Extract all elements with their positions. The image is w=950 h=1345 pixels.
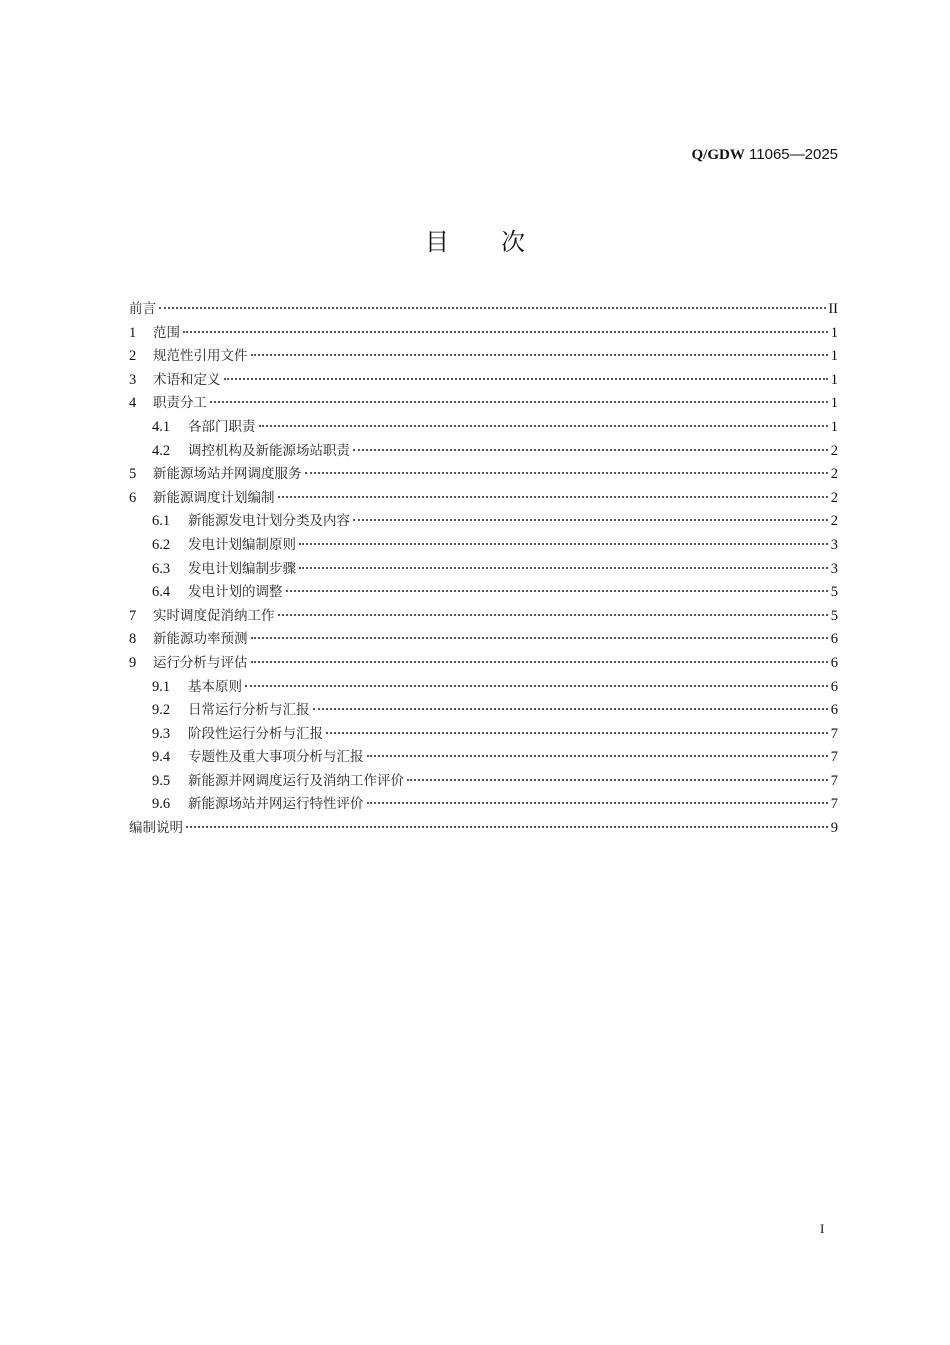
toc-entry-number: 1 <box>129 324 137 341</box>
toc-entry-number: 9.4 <box>152 749 171 766</box>
dot-leader <box>251 637 829 639</box>
toc-entry-label: 编制说明 <box>129 820 183 837</box>
toc-entry-number: 9.3 <box>152 725 171 742</box>
toc-entry-label: 日常运行分析与汇报 <box>188 702 310 719</box>
toc-entry[interactable] <box>129 487 838 511</box>
dot-leader <box>259 425 829 427</box>
dot-leader <box>353 449 828 451</box>
toc-entry-number: 5 <box>129 466 137 483</box>
toc-entry-page: 5 <box>830 607 838 624</box>
toc-entry[interactable] <box>129 652 838 676</box>
toc-entry-page: 6 <box>830 678 838 695</box>
toc-entry-label: 新能源发电计划分类及内容 <box>188 513 350 530</box>
toc-entry-page: 6 <box>830 654 838 671</box>
toc-entry-page: 7 <box>830 749 838 766</box>
dot-leader <box>299 567 828 569</box>
dot-leader <box>224 378 829 380</box>
toc-entry[interactable] <box>129 581 838 605</box>
toc-entry-page: 2 <box>830 466 838 483</box>
toc-entry-label: 职责分工 <box>153 395 207 412</box>
standard-prefix: Q/GDW <box>691 147 745 163</box>
dot-leader <box>251 661 829 663</box>
toc-entry-page: 1 <box>830 348 838 365</box>
toc-entry[interactable] <box>129 770 838 794</box>
toc-entry-number: 6 <box>129 489 137 506</box>
title-char-1: 目 <box>425 228 449 256</box>
dot-leader <box>305 472 829 474</box>
toc-entry[interactable] <box>129 676 838 700</box>
toc-entry-page: 7 <box>830 796 838 813</box>
toc-entry-label: 专题性及重大事项分析与汇报 <box>188 749 364 766</box>
toc-entry[interactable] <box>129 416 838 440</box>
toc-entry-number: 3 <box>129 371 137 388</box>
dot-leader <box>278 614 829 616</box>
toc-entry[interactable] <box>129 463 838 487</box>
toc-entry-page: 6 <box>830 631 838 648</box>
toc-entry-label: 前言 <box>129 301 156 317</box>
toc-entry-label: 各部门职责 <box>188 418 256 435</box>
toc-entry-number: 9 <box>129 654 137 671</box>
toc-entry-number: 9.5 <box>152 772 171 789</box>
page-number: I <box>820 1221 825 1236</box>
toc-entry-label: 实时调度促消纳工作 <box>153 607 275 624</box>
dot-leader <box>326 732 828 734</box>
toc-entry[interactable] <box>129 440 838 464</box>
toc-entry-number: 4.2 <box>152 442 171 459</box>
toc-entry-number: 6.3 <box>152 560 171 577</box>
toc-entry-label: 调控机构及新能源场站职责 <box>188 442 350 459</box>
toc-entry-number: 7 <box>129 607 137 624</box>
toc-entry-page: 7 <box>830 772 838 789</box>
standard-code <box>692 146 838 164</box>
toc-entry[interactable] <box>129 298 838 322</box>
toc-entry-page: 1 <box>830 324 838 341</box>
toc-entry-page: 9 <box>830 820 838 837</box>
toc-entry-number: 9.6 <box>152 796 171 813</box>
dot-leader <box>353 519 828 521</box>
toc-entry-number: 9.2 <box>152 702 171 719</box>
toc-entry[interactable] <box>129 746 838 770</box>
toc-entry[interactable] <box>129 628 838 652</box>
toc-entry-label: 运行分析与评估 <box>153 654 248 671</box>
standard-number: 11065—2025 <box>749 146 838 163</box>
toc-entry-label: 范围 <box>153 324 180 341</box>
dot-leader <box>159 307 826 309</box>
toc-entry-label: 新能源场站并网运行特性评价 <box>188 796 364 813</box>
toc-entry-page: 3 <box>830 536 838 553</box>
toc-entry-label: 新能源并网调度运行及消纳工作评价 <box>188 772 404 789</box>
toc-entry-page: 5 <box>830 584 838 601</box>
page-title <box>0 222 950 257</box>
toc-entry-page: 6 <box>830 702 838 719</box>
toc-entry[interactable] <box>129 817 838 841</box>
toc-entry-number: 9.1 <box>152 678 171 695</box>
toc-entry[interactable] <box>129 793 838 817</box>
toc-entry[interactable] <box>129 510 838 534</box>
toc-entry-page: 1 <box>830 395 838 412</box>
toc-entry-label: 发电计划编制步骤 <box>188 560 296 577</box>
toc-entry-label: 新能源功率预测 <box>153 631 248 648</box>
dot-leader <box>186 826 828 828</box>
toc-entry-label: 新能源场站并网调度服务 <box>153 466 302 483</box>
toc-entry-page: 2 <box>830 442 838 459</box>
toc-entry-page: 2 <box>830 489 838 506</box>
toc-entry[interactable] <box>129 345 838 369</box>
toc-entry-label: 发电计划的调整 <box>188 584 283 601</box>
toc-entry[interactable] <box>129 605 838 629</box>
toc-entry-number: 6.4 <box>152 584 171 601</box>
toc-entry[interactable] <box>129 723 838 747</box>
toc-entry-page: 1 <box>830 371 838 388</box>
dot-leader <box>245 685 828 687</box>
toc-entry-page: II <box>828 301 838 317</box>
toc-entry-number: 6.2 <box>152 536 171 553</box>
toc-entry[interactable] <box>129 558 838 582</box>
toc-entry[interactable] <box>129 392 838 416</box>
toc-entry-number: 2 <box>129 348 137 365</box>
toc-entry-number: 8 <box>129 631 137 648</box>
dot-leader <box>286 590 829 592</box>
toc-entry-label: 阶段性运行分析与汇报 <box>188 725 323 742</box>
dot-leader <box>299 543 828 545</box>
toc-entry-page: 3 <box>830 560 838 577</box>
title-char-2: 次 <box>501 228 525 256</box>
toc-entry-page: 1 <box>830 418 838 435</box>
dot-leader <box>251 354 829 356</box>
dot-leader <box>183 331 828 333</box>
dot-leader <box>367 755 829 757</box>
toc-entry[interactable] <box>129 369 838 393</box>
toc-entry-label: 新能源调度计划编制 <box>153 489 275 506</box>
toc-entry-number: 6.1 <box>152 513 171 530</box>
dot-leader <box>210 401 828 403</box>
table-of-contents <box>129 298 838 841</box>
toc-entry-number: 4.1 <box>152 418 171 435</box>
dot-leader <box>367 802 829 804</box>
toc-entry-label: 规范性引用文件 <box>153 348 248 365</box>
dot-leader <box>313 708 829 710</box>
toc-entry[interactable] <box>129 322 838 346</box>
toc-entry-page: 2 <box>830 513 838 530</box>
toc-entry-page: 7 <box>830 725 838 742</box>
dot-leader <box>278 496 829 498</box>
toc-entry-label: 发电计划编制原则 <box>188 536 296 553</box>
dot-leader <box>407 779 828 781</box>
toc-entry[interactable] <box>129 534 838 558</box>
toc-entry[interactable] <box>129 699 838 723</box>
toc-entry-label: 基本原则 <box>188 678 242 695</box>
toc-entry-label: 术语和定义 <box>153 371 221 388</box>
toc-entry-number: 4 <box>129 395 137 412</box>
